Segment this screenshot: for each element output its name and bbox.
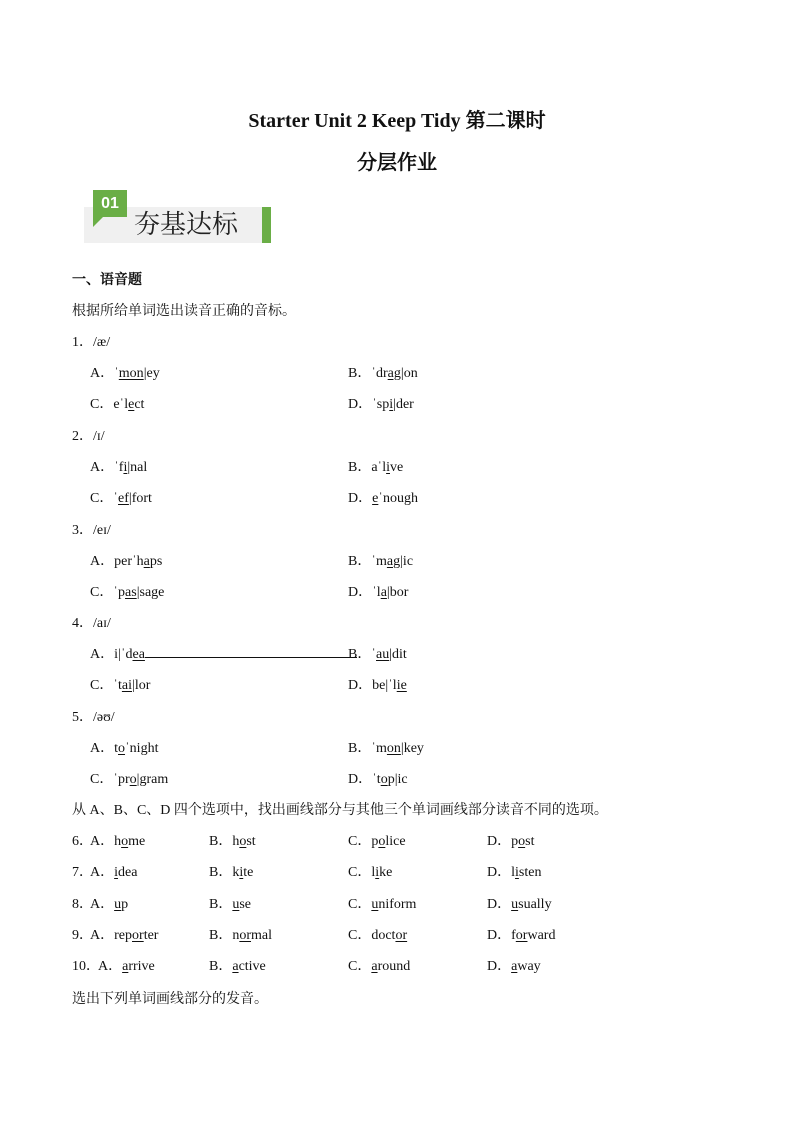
option-letter: B． — [209, 959, 233, 974]
option-letter: D． — [487, 865, 512, 880]
option-text: n — [232, 928, 240, 943]
option-text: ˈpr — [113, 772, 130, 787]
option-letter: A． — [90, 366, 115, 381]
option-text: l — [511, 865, 516, 880]
option — [209, 834, 256, 849]
option-text: ˈp — [113, 585, 126, 600]
option — [90, 865, 137, 880]
option-b — [348, 737, 424, 757]
choice-option-d — [487, 830, 534, 850]
choice-option-b — [209, 893, 251, 913]
option — [348, 834, 406, 849]
document-title: Starter Unit 2 Keep Tidy 第二课时 — [248, 110, 546, 132]
option-letter: B． — [348, 647, 372, 662]
underlined-part: as — [125, 585, 137, 600]
option-letter: A． — [90, 741, 115, 756]
option-text: ˈnight — [125, 741, 159, 756]
option-letter: B． — [209, 834, 233, 849]
option-text: ˈt — [372, 772, 381, 787]
option-letter: C． — [348, 865, 372, 880]
option — [487, 959, 541, 974]
option — [348, 959, 410, 974]
underlined-part: a — [380, 585, 387, 600]
option-text: |der — [393, 397, 414, 412]
instruction-1: 根据所给单词选出读音正确的音标。 — [72, 304, 296, 319]
question-label: 4．/aɪ/ — [72, 616, 111, 631]
choice-option-c — [348, 893, 416, 913]
choice-option-c — [348, 924, 407, 944]
option — [209, 897, 251, 912]
option — [90, 366, 160, 381]
underlined-part: o — [129, 772, 137, 787]
option — [348, 897, 416, 912]
underlined-part: a — [232, 959, 239, 974]
option-text: round — [377, 959, 411, 974]
underlined-part: o — [118, 741, 126, 756]
banner-accent-bar — [262, 207, 271, 243]
option-text: way — [517, 959, 541, 974]
option-text: sten — [518, 865, 542, 880]
option-text: t — [114, 741, 119, 756]
option-b — [348, 362, 418, 382]
option — [348, 460, 403, 475]
underlined-part: u — [511, 897, 519, 912]
instruction-3: 选出下列单词画线部分的发音。 — [72, 992, 268, 1007]
underlined-part: au — [376, 647, 390, 662]
option-text: p — [371, 834, 379, 849]
option — [487, 834, 534, 849]
option — [348, 741, 424, 756]
choice-option-a — [90, 924, 158, 944]
question-label: 2．/ɪ/ — [72, 429, 105, 444]
option-text: ˈt — [113, 678, 122, 693]
option — [348, 865, 392, 880]
underlined-part: ea — [132, 647, 145, 662]
option — [348, 928, 407, 943]
underlined-part: ag — [386, 554, 401, 569]
option-text: |dit — [389, 647, 407, 662]
underlined-part: or — [515, 928, 528, 943]
option — [348, 585, 408, 600]
underlined-part: ag — [387, 366, 401, 381]
answer-blank — [145, 645, 357, 658]
instruction-2: 从 A、B、C、D 四个选项中，找出画线部分与其他三个单词画线部分读音不同的选项。 — [72, 803, 608, 818]
option-letter: A． — [90, 460, 115, 475]
option-a — [90, 456, 147, 476]
choice-option-b — [209, 861, 253, 881]
option-text: ct — [134, 397, 145, 412]
option-text: ter — [143, 928, 159, 943]
option-b — [348, 550, 413, 570]
choice-number: 9． — [72, 928, 93, 943]
underlined-part: i — [515, 865, 519, 880]
option-letter: C． — [348, 928, 372, 943]
option-text: ˈnough — [378, 491, 419, 506]
option-text: ke — [379, 865, 393, 880]
underlined-part: a — [122, 959, 129, 974]
underlined-part: u — [371, 897, 379, 912]
underlined-part: ie — [396, 678, 407, 693]
option-c — [90, 674, 150, 694]
badge-tail — [93, 217, 103, 227]
choice-option-b — [209, 830, 256, 850]
option-text: rrive — [128, 959, 155, 974]
option-text: l — [371, 865, 376, 880]
option-b — [348, 456, 403, 476]
underlined-part: o — [239, 834, 247, 849]
underlined-part: ef — [118, 491, 129, 506]
option — [209, 959, 266, 974]
option-text: se — [239, 897, 252, 912]
question-label: 1．/æ/ — [72, 335, 111, 350]
question-label: 5．/əʊ/ — [72, 710, 115, 725]
option-letter: B． — [348, 554, 372, 569]
option-text: aˈl — [371, 460, 387, 475]
option-letter: C． — [90, 491, 114, 506]
option-text: |on — [400, 366, 418, 381]
option-text: ˈf — [114, 460, 124, 475]
option — [487, 865, 541, 880]
underlined-part: ai — [121, 678, 133, 693]
choice-option-a — [98, 955, 155, 975]
underlined-part: i — [114, 865, 119, 880]
option — [90, 491, 152, 506]
option-text: ˈm — [371, 741, 387, 756]
option-letter: A． — [90, 554, 115, 569]
option — [487, 928, 555, 943]
option — [348, 366, 418, 381]
underlined-part: a — [511, 959, 518, 974]
choice-number: 8． — [72, 897, 93, 912]
option-letter: D． — [348, 678, 373, 693]
option-letter: D． — [487, 959, 512, 974]
choice-number: 6． — [72, 834, 93, 849]
choice-option-c — [348, 955, 410, 975]
option-text: perˈh — [114, 554, 144, 569]
option — [90, 585, 164, 600]
banner-number-badge: 01 — [93, 190, 127, 217]
option-text: p — [511, 834, 519, 849]
underlined-part: i — [386, 460, 390, 475]
underlined-part: e — [372, 491, 379, 506]
option-letter: D． — [348, 585, 373, 600]
option-text: be|ˈl — [372, 678, 397, 693]
option-letter: B． — [209, 865, 233, 880]
option — [90, 772, 168, 787]
choice-option-d — [487, 955, 541, 975]
choice-option-a — [90, 893, 128, 913]
option-letter: C． — [348, 834, 372, 849]
underlined-part: on — [386, 741, 401, 756]
option — [98, 959, 155, 974]
option-c — [90, 393, 144, 413]
option-text: niform — [378, 897, 417, 912]
question-label: 3．/eɪ/ — [72, 523, 111, 538]
option-letter: B． — [209, 928, 233, 943]
option-text: p|ic — [387, 772, 408, 787]
underlined-part: o — [121, 834, 129, 849]
option-d — [348, 581, 408, 601]
option-text: ctive — [238, 959, 266, 974]
option-letter: C． — [348, 897, 372, 912]
underlined-part: a — [371, 959, 378, 974]
option — [90, 460, 147, 475]
option — [90, 928, 158, 943]
option — [348, 772, 408, 787]
underlined-part: o — [378, 834, 386, 849]
choice-option-c — [348, 830, 406, 850]
option — [90, 897, 128, 912]
option-letter: A． — [90, 897, 115, 912]
option-text: rep — [114, 928, 133, 943]
option-c — [90, 487, 152, 507]
choice-option-b — [209, 924, 272, 944]
option-letter: A． — [90, 834, 115, 849]
choice-option-a — [90, 830, 145, 850]
option-letter: D． — [348, 397, 373, 412]
option-text: |ic — [400, 554, 414, 569]
option-text: |gram — [136, 772, 169, 787]
underlined-part: i — [239, 865, 244, 880]
option-text: mal — [251, 928, 273, 943]
underlined-part: u — [232, 897, 240, 912]
option-letter: D． — [348, 491, 373, 506]
underlined-part: o — [518, 834, 526, 849]
underlined-part: i — [389, 397, 394, 412]
option-letter: D． — [487, 928, 512, 943]
choice-option-d — [487, 861, 541, 881]
option-c — [90, 768, 168, 788]
option-a — [90, 737, 158, 757]
option-text: ˈl — [372, 585, 381, 600]
option-a — [90, 362, 160, 382]
option — [209, 928, 272, 943]
option-letter: C． — [90, 772, 114, 787]
option-d — [348, 674, 407, 694]
option — [90, 741, 158, 756]
option — [90, 554, 162, 569]
option-text: ps — [149, 554, 163, 569]
option-letter: B． — [348, 741, 372, 756]
option-text: h — [232, 834, 240, 849]
choice-number: 10． — [72, 959, 100, 974]
option-letter: B． — [348, 366, 372, 381]
option-text: |lor — [132, 678, 151, 693]
underlined-part: mon — [118, 366, 144, 381]
option-text: ˈ — [113, 491, 119, 506]
option-text: ˈsp — [372, 397, 390, 412]
option-text: me — [128, 834, 146, 849]
option — [90, 834, 145, 849]
option — [90, 647, 357, 662]
option-letter: A． — [90, 865, 115, 880]
option-text: ve — [390, 460, 404, 475]
option-a — [90, 643, 357, 663]
option-text: st — [525, 834, 535, 849]
option-b — [348, 643, 407, 663]
option-text: |sage — [136, 585, 165, 600]
underlined-part: or — [395, 928, 408, 943]
section-heading: 一、语音题 — [72, 273, 142, 288]
option-text: p — [121, 897, 129, 912]
option-letter: A． — [98, 959, 123, 974]
option-letter: C． — [348, 959, 372, 974]
option-text: sually — [518, 897, 552, 912]
option-d — [348, 393, 414, 413]
underlined-part: e — [128, 397, 135, 412]
option — [487, 897, 552, 912]
option-letter: C． — [90, 585, 114, 600]
document-subtitle: 分层作业 — [357, 152, 437, 174]
banner-label: 夯基达标 — [134, 210, 239, 240]
option — [348, 647, 407, 662]
option-letter: D． — [487, 834, 512, 849]
option-text: ˈ — [114, 366, 119, 381]
option — [348, 491, 418, 506]
option-text: |bor — [386, 585, 409, 600]
underlined-part: a — [143, 554, 150, 569]
option-text: i|ˈd — [114, 647, 133, 662]
option — [90, 678, 150, 693]
choice-option-c — [348, 861, 392, 881]
option-text: ˈm — [371, 554, 387, 569]
underlined-part: o — [380, 772, 388, 787]
option-text: |key — [400, 741, 424, 756]
option-text: |nal — [127, 460, 148, 475]
option-letter: B． — [348, 460, 372, 475]
choice-option-d — [487, 893, 552, 913]
section-banner — [84, 190, 271, 245]
option-letter: D． — [348, 772, 373, 787]
option-letter: A． — [90, 928, 115, 943]
option-text: |fort — [128, 491, 152, 506]
option — [348, 554, 413, 569]
option — [348, 678, 407, 693]
option-text: ˈ — [371, 647, 377, 662]
underlined-part: or — [132, 928, 144, 943]
option-d — [348, 487, 418, 507]
option-text: st — [246, 834, 256, 849]
option — [209, 865, 253, 880]
option-a — [90, 550, 162, 570]
option-text: doct — [371, 928, 396, 943]
option — [348, 397, 414, 412]
choice-option-b — [209, 955, 266, 975]
option-letter: D． — [487, 897, 512, 912]
option-text: ward — [527, 928, 556, 943]
option-text: h — [114, 834, 122, 849]
underlined-part: i — [375, 865, 380, 880]
option-c — [90, 581, 164, 601]
option-letter: C． — [90, 397, 114, 412]
choice-number: 7． — [72, 865, 93, 880]
option — [90, 397, 144, 412]
option-letter: B． — [209, 897, 233, 912]
option-text: lice — [385, 834, 406, 849]
option-text: dea — [118, 865, 138, 880]
option-text: eˈl — [113, 397, 129, 412]
option-text: |ey — [143, 366, 160, 381]
underlined-part: u — [114, 897, 122, 912]
underlined-part: i — [123, 460, 128, 475]
choice-option-a — [90, 861, 137, 881]
underlined-part: or — [239, 928, 252, 943]
option-letter: C． — [90, 678, 114, 693]
option-text: te — [243, 865, 254, 880]
option-text: k — [232, 865, 240, 880]
option-d — [348, 768, 408, 788]
option-letter: A． — [90, 647, 115, 662]
option-text: ˈdr — [371, 366, 388, 381]
choice-option-d — [487, 924, 555, 944]
option-text: f — [511, 928, 516, 943]
